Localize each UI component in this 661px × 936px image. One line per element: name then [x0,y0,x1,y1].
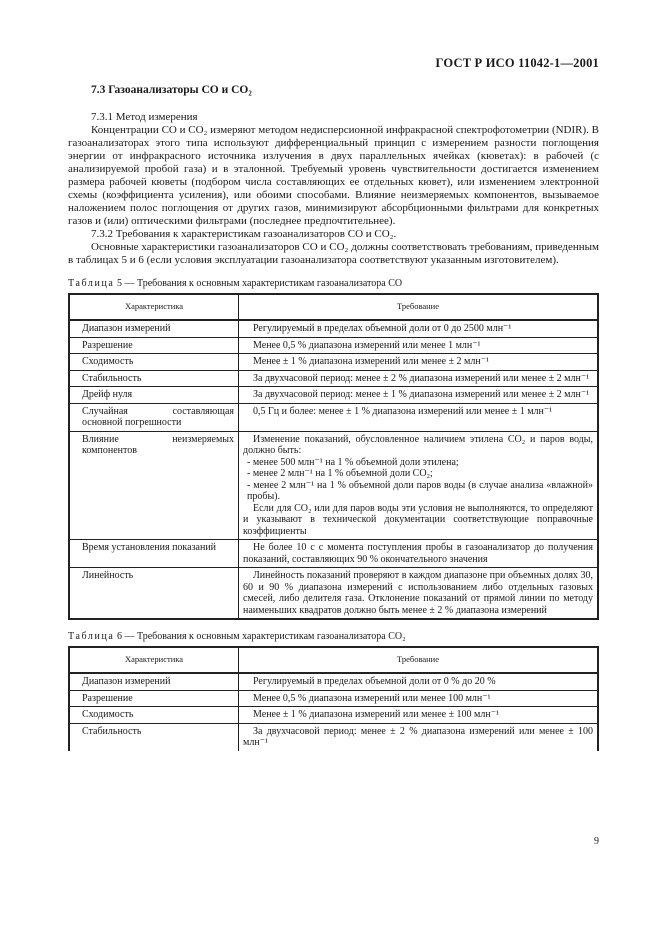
table5 [68,293,599,620]
table-row: Сходимость Менее ± 1 % диапазона измерений или менее ± 100 млн⁻¹ [69,707,598,724]
table6-col-characteristic: Характеристика [69,647,239,673]
page-content [68,84,599,751]
section-title: 7.3 Газоанализаторы СО и СО₂ [91,84,252,96]
table5-col-requirement: Требование [239,294,599,320]
paragraph-method: Концентрации СО и СО₂ измеряют методом недисперсионной инфракрасной спектрофотометрии (NDIR). В газоанализаторах этого типа используют дифференциальный принцип с измерением разности поглощения энергии от инфракрасного источника излучения в двух параллельных ячейках (кюветах): в рабочей (с анализируемой пробой газа) и в эталонной. Требуемый уровень чувствительности достигается изменением размера рабочей кюветы (подбором числа составляющих ее отдельных кювет), или изменением электронной схемы (коэффициента усиления), или обоими способами. Влияние неизмеряемых компонентов, вызываемое наложением полос поглощения от других газов, минимизируют абсорбционными фильтрами для конкретных газов и (или) оптическими фильтрами (последнее предпочтительнее). [68,124,599,227]
table-row: Диапазон измерений Регулируемый в пределах объемной доли от 0 % до 20 % [69,673,598,690]
page-number: 9 [594,836,599,847]
table-row: Линейность Линейность показаний проверяют в каждом диапазоне при объемных долях 30, 60 и 90 % диапазона измерений с использованием либо отдельных газовых смесей, либо делителя газа. Отклонение показаний от прямой линии по методу наименьших квадратов должно быть менее ± 2 % диапазона измерений [69,568,598,620]
table-row: Случайная составляющая основной погрешности 0,5 Гц и более: менее ± 1 % диапазона измерений или менее ± 1 млн⁻¹ [69,403,598,431]
table5-caption: Таблица 5 — Требования к основным характеристикам газоанализатора СО [68,278,403,289]
table-row: Разрешение Менее 0,5 % диапазона измерений или менее 1 млн⁻¹ [69,337,598,354]
table5-col-characteristic: Характеристика [69,294,239,320]
table-row: Диапазон измерений Регулируемый в пределах объемной доли от 0 до 2500 млн⁻¹ [69,320,598,337]
document-header: ГОСТ Р ИСО 11042-1—2001 [435,56,599,70]
table-row: Дрейф нуля За двухчасовой период: менее ± 1 % диапазона измерений или менее ± 2 млн⁻¹ [69,387,598,404]
subsection-7-3-1: 7.3.1 Метод измерения [91,111,198,123]
table5-header-row [69,294,598,320]
subsection-7-3-2: 7.3.2 Требования к характеристикам газоанализаторов СО и СО₂. [91,228,397,240]
table5-influence-cell: Изменение показаний, обусловленное наличием этилена СО₂ и паров воды, должно быть: - менее 500 млн⁻¹ на 1 % объемной доли этилена; - менее 2 млн⁻¹ на 1 % объемной доли СО₂; - менее 2 млн⁻¹ на 1 % объемной доли паров воды (в случае анализа «влажной» пробы). Если для СО₂ или для паров воды эти условия не выполняются, то определяют и указывают в технической документации соответствующие поправочные коэффициенты [239,431,599,540]
table6-caption: Таблица 6 — Требования к основным характеристикам газоанализатора СО₂ [68,631,406,642]
table-row: Время установления показаний Не более 10 с с момента поступления пробы в газоанализатор до получения показаний, составляющих 90 % окончательного значения [69,540,598,568]
table-row: Стабильность За двухчасовой период: менее ± 2 % диапазона измерений или менее ± 2 млн⁻¹ [69,370,598,387]
table-row: Сходимость Менее ± 1 % диапазона измерений или менее ± 2 млн⁻¹ [69,354,598,371]
table6 [68,646,599,751]
paragraph-requirements: Основные характеристики газоанализаторов СО и СО₂ должны соответствовать требованиям, приведенным в таблицах 5 и 6 (если условия эксплуатации газоанализатора соответствуют указанным изготовителем). [68,241,599,266]
table-row: Стабильность За двухчасовой период: менее ± 2 % диапазона измерений или менее ± 100 млн⁻¹ [69,723,598,751]
table6-header-row [69,647,598,673]
table-row: Разрешение Менее 0,5 % диапазона измерений или менее 100 млн⁻¹ [69,690,598,707]
table-row: Влияние неизмеряемых компонентов Изменение показаний, обусловленное наличием этилена СО₂ и паров воды, должно быть: - менее 500 млн⁻¹ на 1 % объемной доли этилена; - менее 2 млн⁻¹ на 1 % объемной доли СО₂; - менее 2 млн⁻¹ на 1 % объемной доли паров воды (в случае анализа «влажной» пробы). Если для СО₂ или для паров воды эти условия не выполняются, то определяют и указывают в технической документации соответствующие поправочные коэффициенты [69,431,598,540]
table6-col-requirement: Требование [239,647,599,673]
